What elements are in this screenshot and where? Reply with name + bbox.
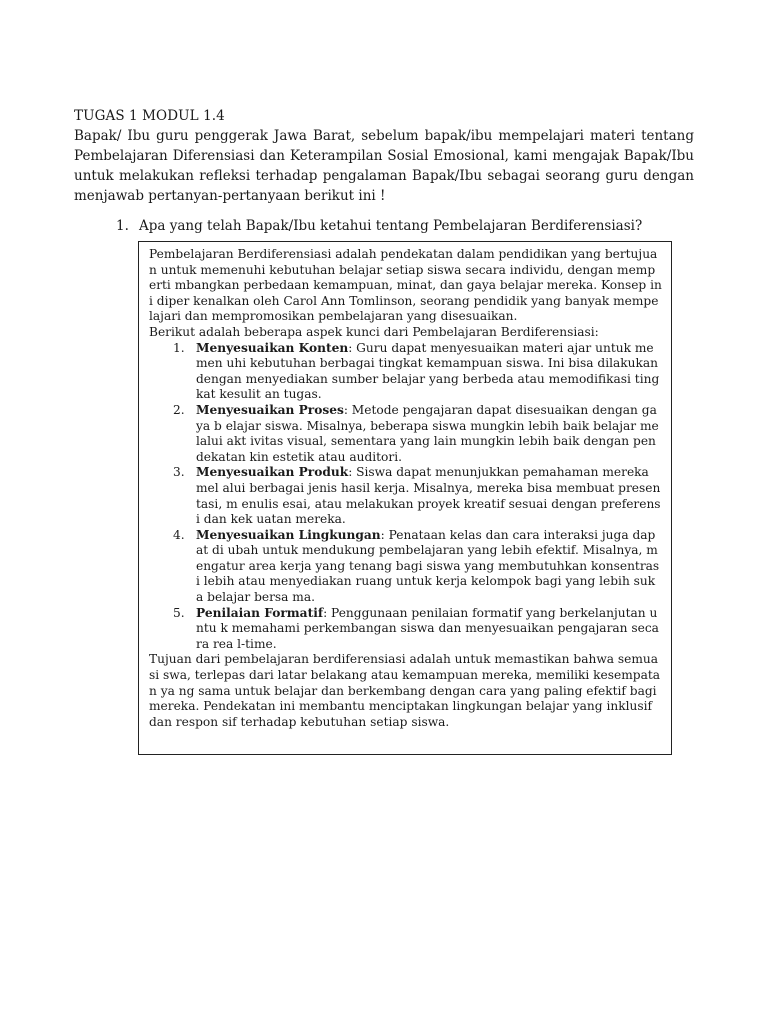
list-item [149,465,662,527]
question-1 [74,216,694,236]
list-item-number: 3. [173,465,185,480]
document-page [74,106,694,236]
answer-paragraph: Pembelajaran Berdiferensiasi adalah pendekatan dalam pendidikan yang bertujuan untuk memenuhi kebutuhan belajar setiap siswa secara individu, dengan memperti mbangkan perbedaan kemampuan, minat, dan gaya belajar mereka. Konsep ini diper kenalkan oleh Carol Ann Tomlinson, seorang pendidik yang banyak mempelajari dan mempromosikan pembelajaran yang disesuaikan. [149,247,662,324]
question-number: 1. [116,218,129,234]
answer-box [138,241,672,755]
list-item [149,528,662,606]
intro-paragraph: Bapak/ Ibu guru penggerak Jawa Barat, sebelum bapak/ibu mempelajari materi tentang Pembelajaran Diferensiasi dan Keterampilan Sosial Emosional, kami mengajak Bapak/Ibu untuk melakukan refleksi terhadap pengalaman Bapak/Ibu sebagai seorang guru dengan menjawab pertanyan-pertanyaan berikut ini ! [74,128,694,204]
list-item-term: Menyesuaikan Proses [196,402,344,417]
list-item-term: Penilaian Formatif [196,605,324,620]
list-item [149,606,662,653]
aspects-list [149,341,662,653]
list-item-term: Menyesuaikan Lingkungan [196,527,381,542]
list-item-term: Menyesuaikan Produk [196,465,349,480]
conclusion-paragraph: Tujuan dari pembelajaran berdiferensiasi adalah untuk memastikan bahwa semua si swa, terlepas dari latar belakang atau kemampuan mereka, memiliki kesempatan ya ng sama untuk belajar dan berkembang dengan cara yang paling efektif bagi mereka. Pendekatan ini membantu menciptakan lingkungan belajar yang inklusif dan respon sif terhadap kebutuhan setiap siswa. [149,652,661,729]
list-item-number: 1. [173,340,185,355]
list-item-number: 4. [173,527,185,542]
list-item-description: : Metode pengajaran dapat disesuaikan dengan gaya b elajar siswa. Misalnya, beberapa siswa mungkin lebih baik belajar melalui akt ivitas visual, sementara yang lain mungkin lebih baik dengan pendekatan kin estetik atau auditori. [196,402,659,464]
list-item-number: 2. [173,402,185,417]
aspects-intro: Berikut adalah beberapa aspek kunci dari Pembelajaran Berdiferensiasi: [149,324,599,339]
list-item-description: : Guru dapat menyesuaikan materi ajar untuk memen uhi kebutuhan berbagai tingkat kemampuan siswa. Ini bisa dilakukan dengan menyediakan sumber belajar yang berbeda atau memodifikasi tingkat kesulit an tugas. [196,340,660,402]
list-item-description: : Siswa dapat menunjukkan pemahaman mereka mel alui berbagai jenis hasil kerja. Misalnya, mereka bisa membuat presentasi, m enulis esai, atau melakukan proyek kreatif sesuai dengan preferensi dan kek uatan mereka. [196,465,661,527]
list-item-number: 5. [173,605,185,620]
list-item-term: Menyesuaikan Konten [196,340,349,355]
question-text: Apa yang telah Bapak/Ibu ketahui tentang Pembelajaran Berdiferensiasi? [139,218,643,234]
list-item-description: : Penataan kelas dan cara interaksi juga dapat di ubah untuk mendukung pembelajaran yang lebih efektif. Misalnya, mengatur area kerja yang tenang bagi siswa yang membutuhkan konsentrasi lebih atau menyediakan ruang untuk kerja kelompok bagi yang lebih suka belajar bersa ma. [196,527,660,605]
list-item [149,341,662,403]
list-item [149,403,662,465]
list-item-description: : Penggunaan penilaian formatif yang berkelanjutan untu k memahami perkembangan siswa dan menyesuaikan pengajaran secara rea l-time. [196,605,659,651]
document-title: TUGAS 1 MODUL 1.4 [74,108,225,124]
